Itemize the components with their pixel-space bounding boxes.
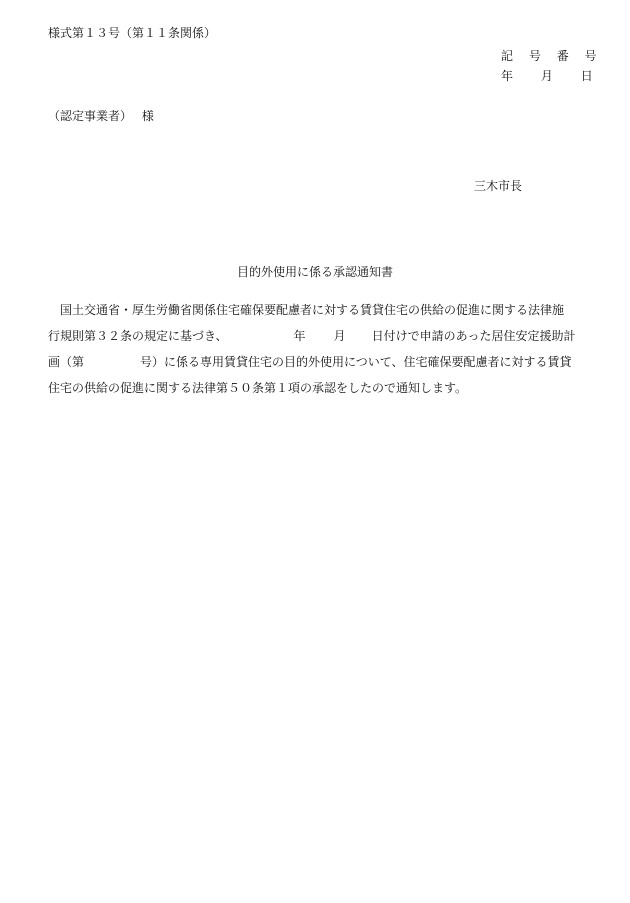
reference-ki: 記 xyxy=(501,49,514,63)
date-day: 日 xyxy=(580,69,593,83)
reference-number xyxy=(501,50,597,62)
addressee: （認定事業者） 様 xyxy=(48,109,154,123)
body-line-1: 国土交通省・厚生労働省関係住宅確保要配慮者に対する賃貸住宅の供給の促進に関する法律施 xyxy=(60,303,565,317)
reference-go: 号 xyxy=(528,49,541,63)
date-year: 年 xyxy=(501,69,514,83)
date-month: 月 xyxy=(540,69,553,83)
document-title: 目的外使用に係る承認通知書 xyxy=(236,265,393,279)
body-month: 月 xyxy=(333,329,346,343)
body-line-2: 行規則第３２条の規定に基づき、 年 月 日付けで申請のあった居住安定援助計 xyxy=(48,329,576,343)
reference-go-2: 号 xyxy=(584,49,597,63)
body-text xyxy=(48,297,588,401)
form-number: 様式第１３号（第１１条関係） xyxy=(48,26,217,40)
reference-ban: 番 xyxy=(556,49,569,63)
issuer: 三木市長 xyxy=(474,179,523,193)
body-line-4: 住宅の供給の促進に関する法律第５０条第１項の承認をしたので通知します。 xyxy=(48,381,468,395)
issue-date xyxy=(501,70,593,82)
body-line-3: 画（第 号）に係る専用賃貸住宅の目的外使用について、住宅確保要配慮者に対する賃貸 xyxy=(48,355,572,369)
body-year: 年 xyxy=(293,329,306,343)
